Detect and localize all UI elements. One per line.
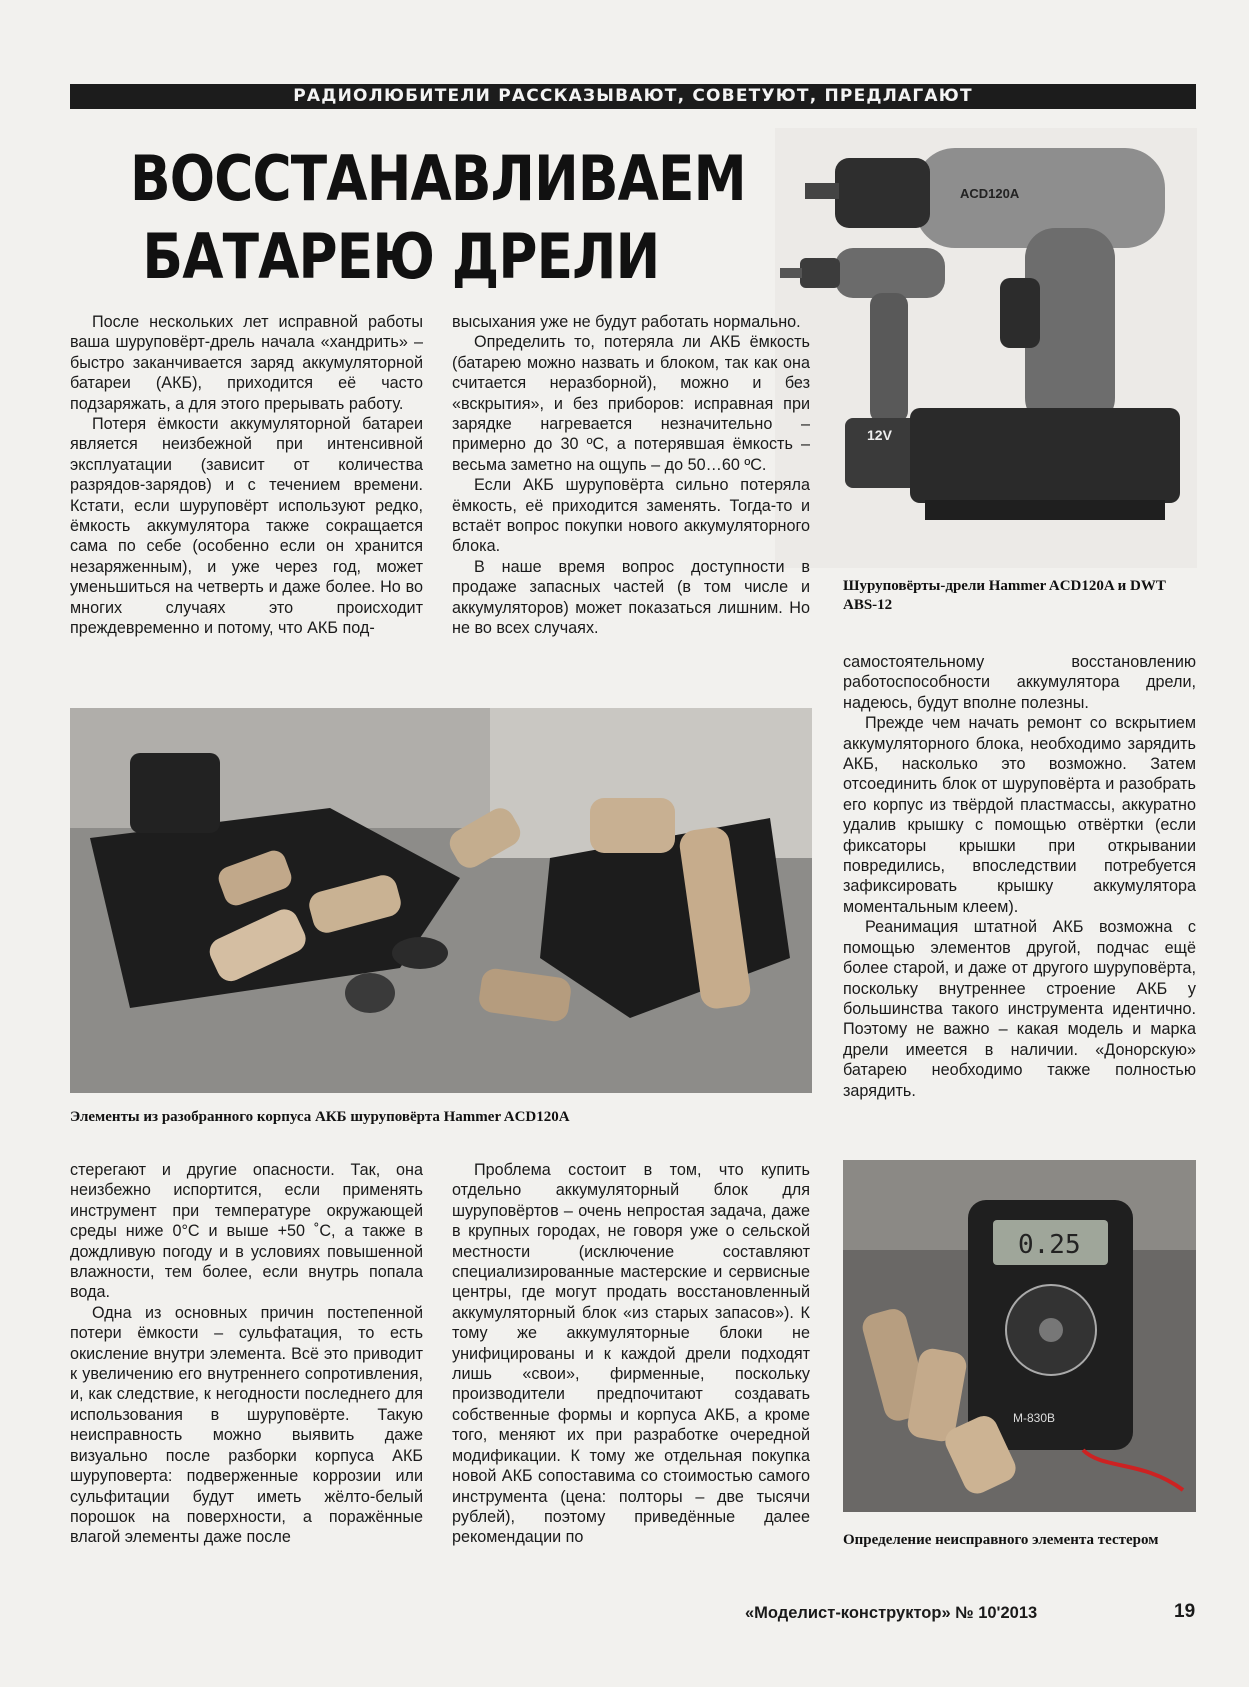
paragraph: Проблема состоит в том, что купить отдельно аккумуляторный блок для шуруповёртов – очень непростая задача, даже в крупных городах, не говоря уже о сельской местности (исключение составляют специализированные мастерские и сервисные центры, где могут продать восстановленный аккумуляторный блок «из старых запасов»). К тому же аккумуляторные блоки не унифицированы и к каждой дрели подходят лишь «свои», фирменные, поскольку производители предпочитают создавать собственные формы и корпуса АКБ, а кроме того, меняют их при разработке очередной модификации. К тому же отдельная покупка новой АКБ сопоставима со стоимостью самого инструмента (цена: полторы – две тысячи рублей), поэтому приведённые далее рекомендации по	[452, 1161, 810, 1547]
paragraph: После нескольких лет исправной работы ваша шуруповёрт-дрель начала «хандрить» – быстро заканчивается заряд аккумуляторной батареи (АКБ), приходится её часто подзаряжать, а для этого прерывать работу.	[70, 313, 423, 413]
paragraph: стерегают и другие опасности. Так, она неизбежно испортится, если применять инструмент при температуре окружающей среды ниже 0°С и выше +50 ˚С, а также в дождливую погоду и в условиях повышенной влажности, тем более, если внутрь попала вода.	[70, 1161, 423, 1302]
paragraph: Реанимация штатной АКБ возможна с помощью элементов другой, подчас ещё более старой, и даже от другого шуруповёрта, поскольку внутреннее строение АКБ у большинства такого инструмента идентично. Поэтому не важно – какая модель и марка дрели имеется в наличии. «Донорскую» батарею необходимо также полностью зарядить.	[843, 918, 1196, 1100]
drill-photo	[775, 128, 1197, 568]
drill-illustration	[775, 128, 1197, 568]
page-number: 19	[1174, 1601, 1196, 1622]
tester-caption: Определение неисправного элемента тестером	[843, 1532, 1159, 1548]
paragraph: самостоятельному восстановлению работоспособности аккумулятора дрели, надеюсь, будут вполне полезны.	[843, 653, 1196, 712]
paragraph: Одна из основных причин постепенной потери ёмкости – сульфатация, то есть окисление внутри элемента. Всё это приводит к увеличению его внутреннего сопротивления, и, как следствие, к негодности последнего для использования в шуруповёрте. Такую неисправность можно выявить даже визуально после разборки корпуса АКБ шуруповерта: подверженные коррозии или сульфитации будут иметь жёлто-белый порошок на поверхности, а поражённые влагой элементы даже после	[70, 1303, 423, 1547]
paragraph: Если АКБ шуруповёрта сильно потеряла ёмкость, её приходится заменять. Тогда-то и встаёт вопрос покупки нового аккумуляторного блока.	[452, 476, 810, 556]
tester-photo	[843, 1160, 1196, 1512]
paragraph: Потеря ёмкости аккумуляторной батареи является неизбежной при интенсивной эксплуатации (зависит от количества разрядов-зарядов) и с течением времени. Кстати, если шуруповёрт используют редко, ёмкость аккумулятора также сокращается сама по себе (особенно если он хранится незаряженным), и уже через год, может уменьшиться на четверть и даже более. Но во многих случаях это происходит преждевременно и потому, что АКБ под-	[70, 415, 423, 638]
paragraph: Прежде чем начать ремонт со вскрытием аккумуляторного блока, необходимо зарядить АКБ, насколько это возможно. Затем отсоединить блок от шуруповёрта и разобрать его корпус из твёрдой пластмассы, аккуратно удалив крышку с помощью отвёртки (если фиксаторы крышки при открывании повредились, впоследствии потребуется зафиксировать крышку аккумулятора моментальным клеем).	[843, 714, 1196, 916]
column-2-top	[452, 312, 810, 639]
svg-text:M-830B: M-830B	[1013, 1411, 1056, 1425]
section-header: РАДИОЛЮБИТЕЛИ РАССКАЗЫВАЮТ, СОВЕТУЮТ, ПРЕДЛАГАЮТ	[70, 84, 1196, 109]
cells-caption: Элементы из разобранного корпуса АКБ шуруповёрта Hammer ACD120A	[70, 1109, 570, 1125]
paragraph: В наше время вопрос доступности в продаже запасных частей (в том числе и аккумуляторов) может показаться лишним. Но не во всех случаях.	[452, 557, 810, 638]
svg-text:12V: 12V	[867, 427, 892, 443]
drill-caption: Шуруповёрты-дрели Hammer ACD120A и DWT ABS-12	[843, 578, 1166, 613]
column-2-bottom	[452, 1160, 810, 1548]
paragraph: Определить то, потеряла ли АКБ ёмкость (батарею можно назвать и блоком, так как она считается неразборной), можно и без «вскрытия», и без приборов: исправная при зарядке нагревается незначительно – примерно до 30 ºС, а потерявшая ёмкость – весьма заметно на ощупь – до 50…60 ºС.	[452, 333, 810, 474]
journal-name: «Моделист-конструктор» № 10'2013	[745, 1604, 1038, 1622]
column-1-top	[70, 312, 423, 639]
paragraph: высыхания уже не будут работать нормально.	[452, 313, 801, 331]
column-3	[843, 652, 1196, 1101]
column-1-bottom	[70, 1160, 423, 1548]
tester-illustration	[843, 1160, 1196, 1512]
title-line-1: ВОССТАНАВЛИВАЕМ	[130, 142, 746, 215]
battery-cells-illustration	[70, 708, 812, 1093]
article-title	[130, 140, 746, 296]
battery-cells-photo	[70, 708, 812, 1093]
title-line-2: БАТАРЕЮ ДРЕЛИ	[142, 220, 660, 293]
svg-text:ACD120A: ACD120A	[960, 186, 1020, 201]
svg-text:0.25: 0.25	[1018, 1230, 1081, 1260]
